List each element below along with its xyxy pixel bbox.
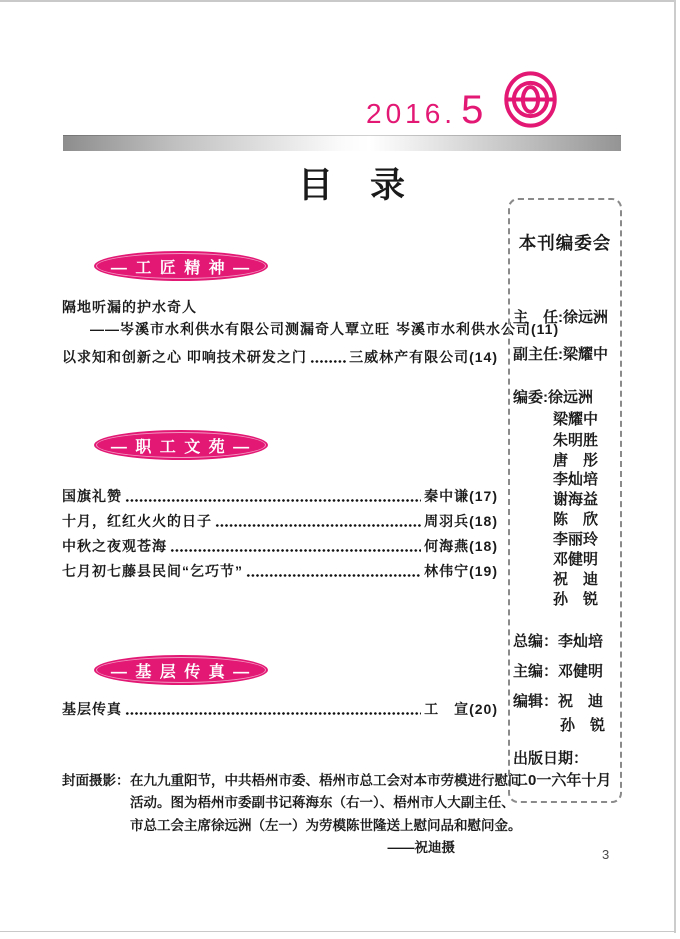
article-row <box>62 699 498 719</box>
board-committee-member: 梁耀中 <box>553 411 599 428</box>
editorial-board-title: 本刊编委会 <box>518 233 612 253</box>
article-row <box>90 319 560 339</box>
article-author-page: 何海燕(18) <box>424 538 498 554</box>
section-label: — 基 层 传 真 — <box>110 663 252 681</box>
page-edge-bottom <box>0 931 676 932</box>
caption-body <box>130 770 522 860</box>
board-committee-member: 谢海益 <box>553 491 599 508</box>
trade-union-emblem-icon <box>502 69 559 130</box>
section-label: — 工 匠 精 神 — <box>110 259 252 277</box>
dot-leader <box>125 497 421 503</box>
article-subtitle: ——岑溪市水利供水有限公司测漏奇人覃立旺 <box>90 321 390 337</box>
board-committee-member: 邓健明 <box>553 551 599 568</box>
caption-line: 市总工会主席徐远洲（左一）为劳模陈世隆送上慰问品和慰问金。 <box>130 817 522 833</box>
article-title: 隔地听漏的护水奇人 <box>62 299 197 315</box>
dot-leader <box>170 547 421 553</box>
caption-credit: ——祝迪摄 <box>387 840 455 856</box>
board-publish-date: 二0一六年十月 <box>513 772 612 789</box>
article-row <box>62 536 498 556</box>
caption-line: 在九九重阳节，中共梧州市委、梧州市总工会对本市劳模进行慰问 <box>130 773 522 788</box>
page-number: 3 <box>602 847 610 862</box>
article-row <box>62 347 498 367</box>
board-deputy-director: 副主任:梁耀中 <box>513 346 608 363</box>
board-committee-first: 编委:徐远洲 <box>513 389 593 406</box>
article-row <box>62 486 498 506</box>
article-row <box>62 511 498 531</box>
article-title: 七月初七藤县民间“乞巧节” <box>62 563 243 579</box>
board-committee-member: 李灿培 <box>553 471 599 488</box>
article-author-page: 林伟宁(19) <box>424 563 498 579</box>
dot-leader <box>215 522 421 528</box>
article-author-page: 工 宣(20) <box>424 701 498 717</box>
board-publish-label: 出版日期： <box>513 750 589 767</box>
cover-photo-caption <box>62 770 522 860</box>
section-header-craftsman-spirit <box>94 251 268 281</box>
article-author-page: 三威林产有限公司(14) <box>349 349 498 365</box>
issue-number: 5 <box>461 88 484 132</box>
board-chief-editor: 总编：李灿培 <box>513 633 604 650</box>
page-edge-top <box>0 0 676 2</box>
section-label: — 职 工 文 苑 — <box>110 438 252 456</box>
article-author-page: 秦中谦(17) <box>424 488 498 504</box>
issue-year: 2016. <box>366 98 457 129</box>
board-committee-member: 李丽玲 <box>553 531 599 548</box>
board-committee-member: 朱明胜 <box>553 432 599 449</box>
article-title: 国旗礼赞 <box>62 488 122 504</box>
caption-label: 封面摄影： <box>62 773 130 788</box>
board-managing-editor: 主编：邓健明 <box>513 663 604 680</box>
issue-date <box>366 88 483 133</box>
dot-leader <box>125 710 421 716</box>
board-director: 主 任:徐远洲 <box>513 309 608 326</box>
article-title: 中秋之夜观苍海 <box>62 538 167 554</box>
gradient-divider-bar <box>63 135 621 151</box>
page-edge-right <box>674 0 676 933</box>
article-title: 十月，红红火火的日子 <box>62 513 212 529</box>
toc-title: 目 录 <box>298 166 407 205</box>
board-editor-second: 孙 锐 <box>560 717 606 734</box>
board-committee-member: 孙 锐 <box>553 591 599 608</box>
board-committee-member: 祝 迪 <box>553 571 599 588</box>
board-committee-member: 陈 欣 <box>553 511 599 528</box>
article-author-page: 周羽兵(18) <box>424 513 498 529</box>
article-title: 以求知和创新之心 叩响技术研发之门 <box>62 349 307 365</box>
section-header-workers-literary <box>94 430 268 460</box>
section-header-grassroots-report <box>94 655 268 685</box>
article-title: 基层传真 <box>62 701 122 717</box>
article-row <box>62 561 498 581</box>
editorial-board-panel <box>508 198 622 803</box>
article-author-page: 岑溪市水利供水公司(11) <box>396 321 560 337</box>
board-committee-member: 唐 彤 <box>553 452 599 469</box>
dot-leader <box>246 572 421 578</box>
caption-line: 活动。图为梧州市委副书记蒋海东（右一）、梧州市人大副主任、 <box>130 795 515 811</box>
board-editor: 编辑：祝 迪 <box>513 693 604 710</box>
dot-leader <box>310 358 346 364</box>
